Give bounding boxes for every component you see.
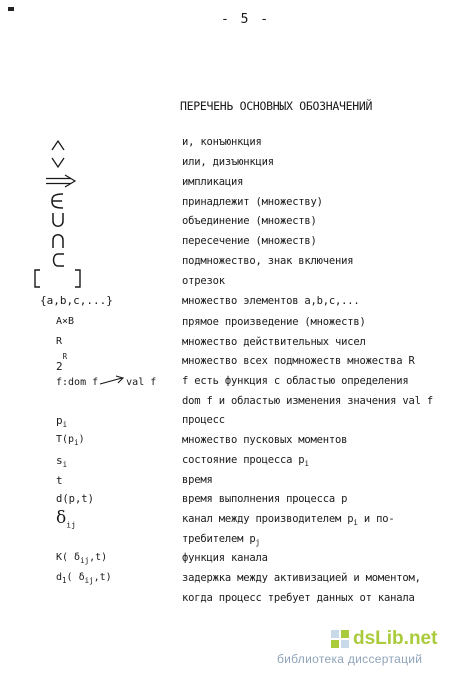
- sym-exec-time: d(p,t): [56, 493, 94, 505]
- desc-process: процесс: [182, 414, 225, 426]
- sym-delay: $d_1$( $\delta_{ij},t$): [56, 572, 112, 585]
- desc-set-elements: множество элементов a,b,c,...: [182, 295, 360, 307]
- desc-implication: импликация: [182, 176, 244, 188]
- desc-union: объединение (множеств): [182, 215, 317, 227]
- desc-element-of: принадлежит (множеству): [182, 196, 323, 208]
- sym-state: $s_i$: [56, 454, 68, 470]
- desc-or: или, дизъюнкция: [182, 156, 274, 168]
- desc-delay-cont: когда процесс требует данных от канала: [182, 592, 415, 604]
- sym-channel: $\delta_{ij}$: [56, 508, 76, 530]
- subset-icon: [50, 251, 66, 269]
- sym-set-elements: {a,b,c,...}: [40, 294, 113, 307]
- desc-function-cont: dom f и областью изменения значения val f: [182, 395, 433, 407]
- desc-function: f есть функция с областью определения: [182, 375, 409, 387]
- scan-mark: [8, 7, 14, 11]
- desc-channel-function: функция канала: [182, 552, 268, 564]
- sym-reals: R: [56, 336, 63, 347]
- desc-exec-time: время выполнения процесса p: [182, 493, 348, 505]
- sym-process: $p_i$: [56, 414, 68, 430]
- segment-brackets-icon: [33, 268, 83, 290]
- mapping-arrow-icon: [99, 375, 125, 387]
- logical-or-icon: [48, 155, 68, 169]
- implication-arrow-icon: [44, 174, 78, 188]
- desc-time: время: [182, 474, 213, 486]
- desc-start-moments: множество пусковых моментов: [182, 434, 348, 446]
- desc-and: и, конъюнкция: [182, 136, 262, 148]
- desc-reals: множество действительных чисел: [182, 336, 366, 348]
- sym-channel-function: K( $\delta_{ij},t$): [56, 552, 108, 565]
- page-number: - 5 -: [221, 12, 271, 27]
- desc-powerset: множество всех подмножеств множества R: [182, 355, 415, 367]
- dslib-logo-icon: [330, 629, 350, 649]
- desc-state: состояние процесса $p_i$: [182, 454, 309, 469]
- desc-subset: подмножество, знак включения: [182, 255, 354, 267]
- union-icon: [50, 211, 66, 229]
- element-of-icon: [50, 192, 66, 210]
- desc-channel-cont: требителем $p_j$: [182, 533, 260, 548]
- sym-powerset: $2^R$: [56, 352, 68, 373]
- sym-start-moments: $T(p_i)$: [56, 434, 85, 447]
- sym-function: f:dom f val f: [56, 377, 157, 388]
- desc-delay: задержка между активизацией и моментом,: [182, 572, 421, 584]
- desc-intersection: пересечение (множеств): [182, 235, 317, 247]
- logical-and-icon: [48, 138, 68, 152]
- watermark-site: dsLib.net: [353, 628, 438, 649]
- desc-cartesian: прямое произведение (множеств): [182, 316, 366, 328]
- watermark-caption: библиотека диссертаций: [277, 652, 423, 666]
- sym-time: t: [56, 474, 63, 487]
- intersection-icon: [50, 232, 66, 250]
- desc-channel: канал между производителем $p_i$ и по-: [182, 513, 395, 528]
- page-title: ПЕРЕЧЕНЬ ОСНОВНЫХ ОБОЗНАЧЕНИЙ: [180, 99, 373, 113]
- sym-cartesian: A×B: [56, 316, 75, 327]
- desc-segment: отрезок: [182, 275, 225, 287]
